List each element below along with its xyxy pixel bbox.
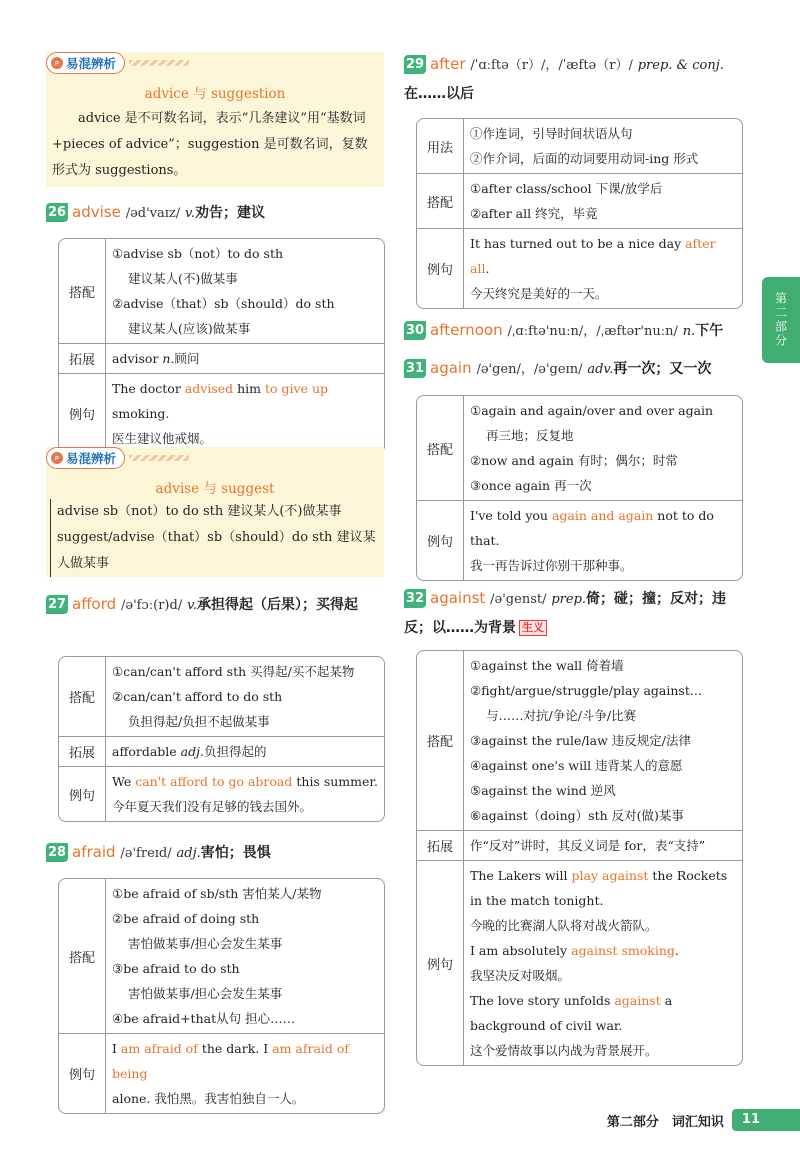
collocation-gloss: 建议某人(应该)做某事 bbox=[128, 321, 251, 336]
collocation-item: ③against the rule/law 违反规定/法律 bbox=[470, 733, 691, 748]
extension-pos: adj. bbox=[180, 744, 204, 759]
collocation-item: ⑥against（doing）sth 反对(做)某事 bbox=[470, 808, 684, 823]
headword: afternoon bbox=[430, 321, 503, 339]
example-highlight: again and again bbox=[551, 508, 654, 523]
magnifier-icon: ⌕ bbox=[51, 57, 63, 69]
phonetic: /ə'freɪd/ bbox=[120, 846, 172, 861]
entry-heading-afford bbox=[46, 590, 386, 620]
meaning: 下午 bbox=[695, 323, 724, 339]
usage-item: ②作介词，后面的动词要用动词-ing 形式 bbox=[470, 151, 699, 166]
stripe-decoration bbox=[129, 60, 189, 66]
table-row bbox=[417, 228, 742, 308]
row-label-example: 例句 bbox=[417, 501, 464, 580]
example-text: . bbox=[674, 943, 679, 958]
example-highlight: after all bbox=[470, 236, 716, 276]
entry-number: 27 bbox=[47, 597, 67, 612]
table-afford bbox=[58, 656, 385, 822]
row-label-extension: 拓展 bbox=[59, 737, 106, 766]
example-text: not to do that. bbox=[470, 508, 714, 548]
table-again bbox=[416, 395, 743, 581]
collocation-gloss: 与……对抗/争论/斗争/比赛 bbox=[486, 708, 637, 723]
table-row bbox=[417, 500, 742, 580]
collocation-cell bbox=[106, 879, 384, 1033]
collocation-item: ①after class/school 下课/放学后 bbox=[470, 181, 663, 196]
headword: against bbox=[430, 589, 486, 607]
collocation-item: ④be afraid+that从句 担心…… bbox=[112, 1011, 296, 1026]
collocation-cell bbox=[464, 174, 742, 228]
example-text: The love story unfolds bbox=[470, 993, 615, 1008]
meaning: 在……以后 bbox=[404, 86, 474, 102]
example-translation: 这个爱情故事以内战为背景展开。 bbox=[470, 1043, 658, 1058]
headword: advise bbox=[72, 203, 121, 221]
confusion-label: 易混辨析 bbox=[66, 56, 117, 71]
extension-word: affordable bbox=[112, 744, 177, 759]
stripe-decoration bbox=[129, 455, 189, 461]
row-label-collocation: 搭配 bbox=[417, 651, 464, 830]
part-of-speech: n. bbox=[682, 324, 696, 339]
meaning: 劝告；建议 bbox=[194, 205, 265, 221]
collocation-item: ②now and again 有时；偶尔；时常 bbox=[470, 453, 678, 468]
collocation-cell bbox=[464, 651, 742, 830]
part-of-speech: v. bbox=[187, 598, 198, 613]
collocation-gloss: 再三地；反复地 bbox=[486, 428, 574, 443]
example-text: him bbox=[233, 381, 265, 396]
headword: after bbox=[430, 55, 466, 73]
confusion-title: advise 与 suggest bbox=[155, 481, 275, 497]
confusion-label: 易混辨析 bbox=[66, 451, 117, 466]
example-translation: 今天终究是美好的一天。 bbox=[470, 286, 608, 301]
phonetic: /ə'gen/，/ə'geɪn/ bbox=[476, 362, 583, 377]
entry-heading-advise bbox=[46, 198, 386, 228]
entry-heading-again bbox=[404, 354, 744, 384]
extension-pos: n. bbox=[162, 351, 175, 366]
table-row bbox=[417, 119, 742, 173]
example-translation: 今年夏天我们没有足够的钱去国外。 bbox=[112, 799, 313, 814]
row-label-collocation: 搭配 bbox=[59, 239, 106, 343]
collocation-gloss: 负担得起/负担不起做某事 bbox=[128, 714, 270, 729]
example-text: smoking. bbox=[112, 406, 170, 421]
extension-cell bbox=[106, 737, 384, 766]
part-of-speech: prep. & conj. bbox=[637, 58, 724, 73]
row-label-collocation: 搭配 bbox=[59, 879, 106, 1033]
entry-heading-afternoon bbox=[404, 316, 744, 346]
page-footer bbox=[607, 1107, 800, 1133]
collocation-item: ③be afraid to do sth bbox=[112, 961, 240, 976]
example-highlight: am afraid of being bbox=[112, 1041, 350, 1081]
row-label-example: 例句 bbox=[417, 229, 464, 308]
headword: again bbox=[430, 359, 472, 377]
confusion-line: advise sb（not）to do sth 建议某人(不)做某事 bbox=[57, 504, 342, 519]
collocation-item: ②advise（that）sb（should）do sth bbox=[112, 296, 335, 311]
confusion-box-advise-suggest bbox=[46, 447, 384, 577]
table-row bbox=[59, 343, 384, 373]
table-row bbox=[59, 373, 384, 453]
example-text: the dark. I bbox=[197, 1041, 273, 1056]
table-against bbox=[416, 650, 743, 1066]
example-translation: 我一再告诉过你别干那种事。 bbox=[470, 558, 633, 573]
example-text: The doctor bbox=[112, 381, 185, 396]
section-side-tab: 第二部分 bbox=[762, 277, 800, 363]
example-cell bbox=[106, 767, 384, 821]
table-row bbox=[59, 657, 384, 736]
example-text: alone. bbox=[112, 1091, 151, 1106]
row-label-example: 例句 bbox=[59, 1034, 106, 1113]
example-translation: 我怕黑。我害怕独自一人。 bbox=[150, 1091, 305, 1106]
row-label-collocation: 搭配 bbox=[417, 174, 464, 228]
table-row bbox=[417, 830, 742, 860]
collocation-item: ④against one's will 违背某人的意愿 bbox=[470, 758, 683, 773]
entry-heading-after bbox=[404, 50, 744, 108]
part-of-speech: v. bbox=[185, 206, 195, 221]
meaning: 承担得起（后果）；买得起 bbox=[197, 597, 359, 613]
collocation-item: ①be afraid of sb/sth 害怕某人/某物 bbox=[112, 886, 322, 901]
confusion-title: advice 与 suggestion bbox=[144, 86, 286, 102]
confusion-box-advice-suggestion bbox=[46, 52, 384, 187]
example-highlight: advised bbox=[184, 381, 234, 396]
entry-number: 32 bbox=[405, 591, 425, 606]
headword: afford bbox=[72, 595, 117, 613]
example-text: I bbox=[112, 1041, 121, 1056]
example-translation: 今晚的比赛湖人队将对战火箭队。 bbox=[470, 918, 658, 933]
example-translation: 医生建议他戒烟。 bbox=[112, 431, 213, 446]
phonetic: /əd'vaɪz/ bbox=[125, 206, 181, 221]
table-after bbox=[416, 118, 743, 309]
collocation-item: ②after all 终究，毕竟 bbox=[470, 206, 598, 221]
confusion-line: suggest/advise（that）sb（should）do sth 建议某人做某事 bbox=[57, 530, 376, 571]
collocation-item: ①against the wall 倚着墙 bbox=[470, 658, 624, 673]
table-row bbox=[59, 879, 384, 1033]
example-text: I am absolutely bbox=[470, 943, 572, 958]
extension-word: advisor bbox=[112, 351, 159, 366]
table-row bbox=[59, 766, 384, 821]
example-highlight: am afraid of bbox=[120, 1041, 198, 1056]
collocation-item: ①can/can't afford sth 买得起/买不起某物 bbox=[112, 664, 355, 679]
table-afraid bbox=[58, 878, 385, 1114]
example-highlight: play against bbox=[571, 868, 649, 883]
example-highlight: against smoking bbox=[571, 943, 675, 958]
example-cell bbox=[106, 374, 384, 453]
example-text: the Rockets in the match tonight. bbox=[470, 868, 728, 908]
example-text: this summer. bbox=[292, 774, 378, 789]
collocation-gloss: 建议某人(不)做某事 bbox=[128, 271, 238, 286]
table-row bbox=[417, 651, 742, 830]
phonetic: /ˈɑːftə（r）/，/ˈæftə（r）/ bbox=[470, 58, 633, 73]
example-cell bbox=[464, 861, 742, 1065]
phonetic: /ˌɑːftə'nuːn/，/ˌæftər'nuːn/ bbox=[507, 324, 678, 339]
example-cell bbox=[464, 501, 742, 580]
example-highlight: to give up bbox=[264, 381, 328, 396]
part-of-speech: adv. bbox=[587, 362, 614, 377]
row-label-example: 例句 bbox=[59, 767, 106, 821]
usage-item: ①作连词，引导时间状语从句 bbox=[470, 126, 633, 141]
meaning: 倚；碰；撞；反对；违反；以……为背景 bbox=[404, 591, 727, 636]
entry-number: 31 bbox=[405, 361, 425, 376]
entry-number: 26 bbox=[47, 205, 67, 220]
meaning: 害怕；畏惧 bbox=[200, 845, 271, 861]
example-text: a background of civil war. bbox=[470, 993, 673, 1033]
extension-cell: 作“反对”讲时，其反义词是 for，表“支持” bbox=[470, 838, 706, 853]
phonetic: /ə'fɔː(r)d/ bbox=[121, 598, 183, 613]
example-text: It has turned out to be a nice day bbox=[470, 236, 686, 251]
table-row bbox=[59, 736, 384, 766]
collocation-item: ⑤against the wind 逆风 bbox=[470, 783, 616, 798]
row-label-extension: 拓展 bbox=[417, 831, 464, 860]
collocation-gloss: 害怕做某事/担心会发生某事 bbox=[128, 936, 283, 951]
example-text: . bbox=[485, 261, 490, 276]
table-advise bbox=[58, 238, 385, 454]
collocation-item: ①again and again/over and over again bbox=[470, 403, 714, 418]
collocation-cell bbox=[464, 396, 742, 500]
row-label-collocation: 搭配 bbox=[417, 396, 464, 500]
collocation-gloss: 害怕做某事/担心会发生某事 bbox=[128, 986, 283, 1001]
meaning: 再一次；又一次 bbox=[613, 361, 712, 377]
row-label-collocation: 搭配 bbox=[59, 657, 106, 736]
confusion-body bbox=[50, 499, 389, 577]
magnifier-icon: ⌕ bbox=[51, 452, 63, 464]
entry-number: 29 bbox=[405, 57, 425, 72]
collocation-item: ②fight/argue/struggle/play against... bbox=[470, 683, 702, 698]
footer-section: 第二部分 词汇知识 bbox=[606, 1114, 724, 1130]
example-highlight: can't afford to go abroad bbox=[135, 774, 293, 789]
example-text: The Lakers will bbox=[470, 868, 572, 883]
extension-cell bbox=[106, 344, 384, 373]
table-row bbox=[417, 860, 742, 1065]
entry-number: 28 bbox=[47, 845, 67, 860]
extension-meaning: 顾问 bbox=[174, 351, 200, 366]
confusion-body: advice 是不可数名词，表示“几条建议”用“基数词+pieces of advice”；suggestion 是可数名词，复数形式为 suggestions。 bbox=[52, 111, 368, 178]
part-of-speech: prep. bbox=[551, 592, 587, 607]
example-cell bbox=[106, 1034, 384, 1113]
table-row bbox=[59, 1033, 384, 1113]
row-label-usage: 用法 bbox=[417, 119, 464, 173]
collocation-item: ①advise sb（not）to do sth bbox=[112, 246, 284, 261]
entry-heading-afraid bbox=[46, 838, 386, 868]
row-label-extension: 拓展 bbox=[59, 344, 106, 373]
example-text: We bbox=[112, 774, 136, 789]
collocation-cell bbox=[106, 239, 384, 343]
extension-meaning: 负担得起的 bbox=[203, 744, 267, 759]
table-row bbox=[417, 396, 742, 500]
headword: afraid bbox=[72, 843, 116, 861]
collocation-item: ②can/can't afford to do sth bbox=[112, 689, 283, 704]
confusion-tag bbox=[46, 447, 189, 469]
entry-number: 30 bbox=[405, 323, 425, 338]
table-row bbox=[59, 239, 384, 343]
row-label-example: 例句 bbox=[417, 861, 464, 1065]
collocation-item: ②be afraid of doing sth bbox=[112, 911, 260, 926]
example-cell bbox=[464, 229, 742, 308]
page-number: 11 bbox=[732, 1109, 800, 1131]
row-label-example: 例句 bbox=[59, 374, 106, 453]
usage-cell bbox=[464, 119, 742, 173]
part-of-speech: adj. bbox=[176, 846, 201, 861]
collocation-cell bbox=[106, 657, 384, 736]
example-translation: 我坚决反对吸烟。 bbox=[470, 968, 571, 983]
phonetic: /ə'genst/ bbox=[490, 592, 547, 607]
collocation-item: ③once again 再一次 bbox=[470, 478, 592, 493]
example-text: I've told you bbox=[470, 508, 552, 523]
confusion-tag bbox=[46, 52, 189, 74]
extended-meaning-tag: 生义 bbox=[519, 620, 547, 636]
example-highlight: against bbox=[614, 993, 661, 1008]
table-row bbox=[417, 173, 742, 228]
entry-heading-against bbox=[404, 584, 744, 642]
